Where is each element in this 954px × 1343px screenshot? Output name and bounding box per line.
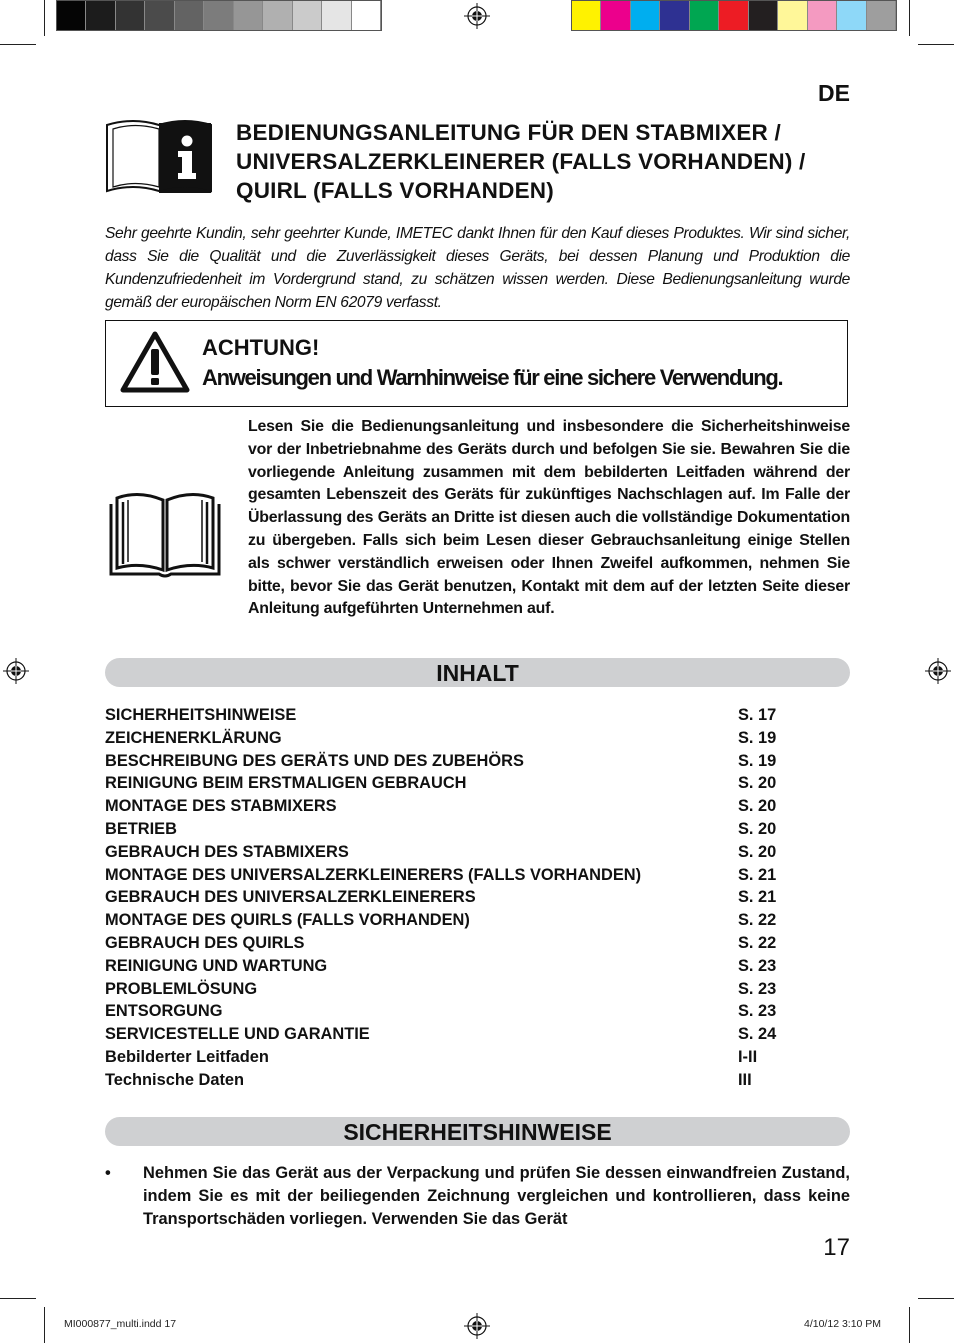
color-swatch xyxy=(808,1,837,30)
toc-entry-page: S. 23 xyxy=(738,1002,777,1021)
toc-entry-label: GEBRAUCH DES QUIRLS xyxy=(105,933,305,952)
toc-entry-label: SICHERHEITSHINWEISE xyxy=(105,706,297,724)
toc-entry-label: BETRIEB xyxy=(105,819,177,838)
warning-box xyxy=(105,320,848,407)
toc-row xyxy=(105,886,850,909)
toc-row xyxy=(105,1000,850,1023)
crop-mark xyxy=(909,0,910,36)
toc-entry-label: MONTAGE DES UNIVERSALZERKLEINERERS (FALLS VORHANDEN) xyxy=(105,865,642,884)
toc-row xyxy=(105,978,850,1001)
toc-entry-page: S. 21 xyxy=(738,888,777,907)
color-swatch xyxy=(601,1,630,30)
toc-entry-label: Bebilderter Leitfaden xyxy=(105,1047,269,1066)
toc-row xyxy=(105,864,850,887)
toc-entry-label: PROBLEMLÖSUNG xyxy=(105,979,258,998)
toc-entry-page: S. 22 xyxy=(738,933,777,952)
warning-subheading: Anweisungen und Warnhinweise für eine sichere Verwendung. xyxy=(202,365,783,390)
toc-entry-page: III xyxy=(738,1070,752,1089)
toc-row xyxy=(105,727,850,750)
toc-entry-page: S. 23 xyxy=(738,956,777,975)
toc-entry-label: REINIGUNG BEIM ERSTMALIGEN GEBRAUCH xyxy=(105,774,467,793)
intro-paragraph: Sehr geehrte Kundin, sehr geehrter Kunde, IMETEC dankt Ihnen für den Kauf dieses Produktes. Wir sind sicher, dass Sie die Qualität und die Zuverlässigkeit dieses Geräts, bei dessen Planung und Produktion die Kundenzufriedenheit im Vordergrund stand, zu schätzen wissen werden. Diese Bedienungsanleitung wurde gemäß der europäischen Norm EN 62079 verfasst. xyxy=(105,225,850,311)
crop-mark xyxy=(0,1298,36,1299)
color-swatch xyxy=(749,1,778,30)
contents-heading: INHALT xyxy=(105,658,850,687)
toc-entry-page: S. 24 xyxy=(738,1025,777,1044)
crop-mark xyxy=(918,1298,954,1299)
color-swatch xyxy=(234,1,263,30)
warning-triangle-icon xyxy=(120,331,190,393)
document-title: BEDIENUNGSANLEITUNG FÜR DEN STABMIXER / UNIVERSALZERKLEINERER (FALLS VORHANDEN) / QUIRL (FALLS VORHANDEN) xyxy=(236,120,806,203)
color-swatch xyxy=(867,1,896,30)
color-bar xyxy=(571,0,897,31)
slug-filename: MI000877_multi.indd 17 xyxy=(64,1318,177,1330)
read-instructions-notice: Lesen Sie die Bedienungsanleitung und insbesondere die Sicherheitshinweise vor der Inbetriebnahme des Geräts durch und befolgen Sie sie. Bewahren Sie die vorliegende Anleitung zusammen mit dem bebilderten Leitfaden während der gesamten Lebenszeit des Geräts für zukünftiges Nachschlagen auf. Im Falle der Überlassung des Geräts an Dritte ist diesen auch die vollständige Dokumentation zu übergeben. Falls sich beim Lesen dieser Gebrauchsanleitung einige Stellen als schwer verständlich erweisen oder Ihnen Zweifel aufkommen, nehmen Sie bitte, bevor Sie das Gerät benutzen, Kontakt mit dem auf der letzten Seite dieser Anleitung aufgeführten Unternehmen auf. xyxy=(248,418,850,618)
toc-entry-label: SERVICESTELLE UND GARANTIE xyxy=(105,1025,370,1044)
color-swatch xyxy=(293,1,322,30)
registration-mark-icon xyxy=(3,658,29,684)
toc-entry-label: MONTAGE DES QUIRLS (FALLS VORHANDEN) xyxy=(105,911,470,930)
safety-item-text: Nehmen Sie das Gerät aus der Verpackung und prüfen Sie dessen einwandfreien Zustand, indem Sie es mit der beiliegenden Zeichnung vergleichen und kontrollieren, dass keine Transportschäden vorliegen. Verwenden Sie das Gerät xyxy=(143,1164,850,1228)
toc-row xyxy=(105,772,850,795)
registration-mark-icon xyxy=(464,1313,490,1339)
registration-mark-icon xyxy=(925,658,951,684)
info-book-icon xyxy=(105,117,213,197)
toc-entry-page: S. 19 xyxy=(738,751,777,770)
toc-entry-page: S. 20 xyxy=(738,797,777,816)
color-swatch xyxy=(57,1,86,30)
color-swatch xyxy=(116,1,145,30)
toc-row xyxy=(105,841,850,864)
toc-entry-page: S. 21 xyxy=(738,865,777,884)
language-code: DE xyxy=(818,80,850,106)
toc-row xyxy=(105,795,850,818)
toc-row xyxy=(105,750,850,773)
crop-mark xyxy=(0,44,36,45)
open-book-icon xyxy=(107,486,223,580)
crop-mark xyxy=(44,1307,45,1343)
toc-entry-label: GEBRAUCH DES STABMIXERS xyxy=(105,842,349,861)
toc-entry-page: I-II xyxy=(738,1047,758,1066)
toc-entry-label: MONTAGE DES STABMIXERS xyxy=(105,797,337,816)
toc-entry-label: ENTSORGUNG xyxy=(105,1002,223,1021)
toc-row xyxy=(105,818,850,841)
toc-row xyxy=(105,1069,850,1092)
toc-entry-label: GEBRAUCH DES UNIVERSALZERKLEINERERS xyxy=(105,888,476,907)
toc-entry-label: REINIGUNG UND WARTUNG xyxy=(105,956,328,975)
table-of-contents xyxy=(105,704,850,1092)
bullet-icon: • xyxy=(105,1164,111,1182)
toc-entry-page: S. 20 xyxy=(738,819,777,838)
color-swatch xyxy=(263,1,292,30)
color-swatch xyxy=(204,1,233,30)
color-swatch xyxy=(175,1,204,30)
toc-entry-page: S. 19 xyxy=(738,728,777,747)
toc-entry-page: S. 20 xyxy=(738,842,777,861)
registration-mark-icon xyxy=(464,3,490,29)
color-swatch xyxy=(322,1,351,30)
grayscale-bar xyxy=(56,0,382,31)
crop-mark xyxy=(909,1307,910,1343)
toc-row xyxy=(105,704,850,727)
color-swatch xyxy=(690,1,719,30)
toc-entry-label: BESCHREIBUNG DES GERÄTS UND DES ZUBEHÖRS xyxy=(105,751,524,770)
crop-mark xyxy=(44,0,45,36)
slug-timestamp: 4/10/12 3:10 PM xyxy=(804,1318,882,1330)
color-swatch xyxy=(719,1,748,30)
toc-entry-label: Technische Daten xyxy=(105,1070,245,1089)
toc-row xyxy=(105,1046,850,1069)
toc-entry-page: S. 23 xyxy=(738,979,777,998)
toc-entry-page: S. 20 xyxy=(738,774,777,793)
color-swatch xyxy=(145,1,174,30)
toc-entry-page: S. 22 xyxy=(738,911,777,930)
toc-row xyxy=(105,955,850,978)
color-swatch xyxy=(660,1,689,30)
color-swatch xyxy=(778,1,807,30)
safety-heading: SICHERHEITSHINWEISE xyxy=(105,1117,850,1146)
toc-row xyxy=(105,1023,850,1046)
crop-mark xyxy=(918,44,954,45)
page-number: 17 xyxy=(823,1234,850,1261)
warning-heading: ACHTUNG! xyxy=(202,335,320,360)
toc-row xyxy=(105,909,850,932)
color-swatch xyxy=(631,1,660,30)
toc-entry-page: S. 17 xyxy=(738,706,777,724)
toc-row xyxy=(105,932,850,955)
toc-entry-label: ZEICHENERKLÄRUNG xyxy=(105,728,282,747)
color-swatch xyxy=(86,1,115,30)
color-swatch xyxy=(837,1,866,30)
color-swatch xyxy=(572,1,601,30)
color-swatch xyxy=(352,1,381,30)
